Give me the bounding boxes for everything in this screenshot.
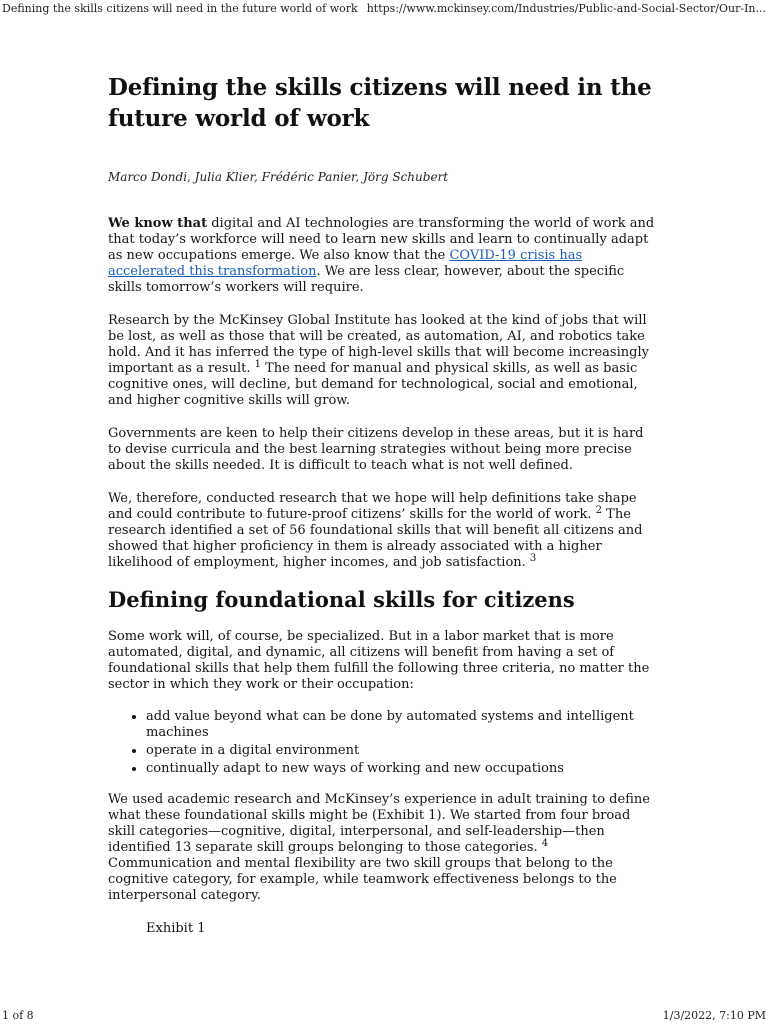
paragraph-text: digital and AI technologies are transforming the world of work and that today’s workforce will need to learn new skills and learn to continually adapt as new occupations emerge. We also know that the xyxy=(108,216,655,263)
print-footer xyxy=(0,1008,768,1024)
header-url: https://www.mckinsey.com/Industries/Public-and-Social-Sector/Our-In... xyxy=(366,2,766,15)
criteria-list xyxy=(108,709,656,777)
footnote-4[interactable]: 4 xyxy=(541,838,549,849)
print-header xyxy=(0,0,768,20)
header-page-title: Defining the skills citizens will need in the future world of work xyxy=(2,2,358,15)
footnote-3[interactable]: 3 xyxy=(529,553,537,564)
paragraph-conducted-research xyxy=(108,491,656,571)
paragraph-text: We used academic research and McKinsey’s experience in adult training to define what these foundational skills might be (Exhibit 1). We started from four broad skill categories—cognitive, digital, interpersonal, and self-leadership—then identified 13 separate skill groups belonging to those categories. xyxy=(108,792,650,855)
list-item: • continually adapt to new ways of working and new occupations xyxy=(146,761,656,777)
article-authors: Marco Dondi, Julia Klier, Frédéric Panier, Jörg Schubert xyxy=(108,170,449,184)
paragraph-specialized: Some work will, of course, be specialized. But in a labor market that is more automated, digital, and dynamic, all citizens will benefit from having a set of foundational skills that help them fulfill the following three criteria, no matter the sector in which they work or their occupation: xyxy=(108,629,650,692)
footnote-2[interactable]: 2 xyxy=(595,505,603,516)
footnote-1[interactable]: 1 xyxy=(254,359,261,370)
list-item: • operate in a digital environment xyxy=(146,743,656,759)
lead-in-text: We know that xyxy=(108,216,208,231)
paragraph-text: The research identified a set of 56 foundational skills that will benefit all citizens and showed that higher proficiency in them is already associated with a higher likelihood of employment, higher incomes, and job satisfaction. xyxy=(108,507,643,570)
paragraph-governments: Governments are keen to help their citizens develop in these areas, but it is hard to devise curricula and the best learning strategies without being more precise about the skills needed. It is difficult to teach what is not well defined. xyxy=(108,426,644,473)
print-datetime: 1/3/2022, 7:10 PM xyxy=(662,1009,766,1022)
article-title: Defining the skills citizens will need in the future world of work xyxy=(108,74,652,132)
list-item: • add value beyond what can be done by automated systems and intelligent machines xyxy=(146,709,656,741)
paragraph-text: Communication and mental flexibility are two skill groups that belong to the cognitive category, for example, while teamwork effectiveness belongs to the interpersonal category. xyxy=(108,856,617,903)
paragraph-intro xyxy=(108,216,656,296)
paragraph-academic-research xyxy=(108,792,656,904)
paragraph-text: Research by the McKinsey Global Institute has looked at the kind of jobs that will be lost, as well as those that will be created, as automation, AI, and robotics take hold. And it has inferred the type of high-level skills that will become increasingly important as a result. xyxy=(108,313,649,376)
paragraph-research xyxy=(108,313,656,409)
paragraph-text: . We are less clear, however, about the specific skills tomorrow’s workers will require. xyxy=(108,264,625,295)
article xyxy=(108,72,656,937)
article-body xyxy=(108,216,656,937)
page-number: 1 of 8 xyxy=(2,1009,34,1022)
paragraph-text: We, therefore, conducted research that we hope will help definitions take shape and could contribute to future-proof citizens’ skills for the world of work. xyxy=(108,491,637,522)
covid-crisis-link[interactable]: COVID-19 crisis has accelerated this transformation xyxy=(108,248,583,279)
exhibit-label: Exhibit 1 xyxy=(146,921,206,936)
paragraph-text: The need for manual and physical skills, as well as basic cognitive ones, will decline, but demand for technological, social and emotional, and higher cognitive skills will grow. xyxy=(108,361,638,408)
section-title: Defining foundational skills for citizens xyxy=(108,587,575,612)
